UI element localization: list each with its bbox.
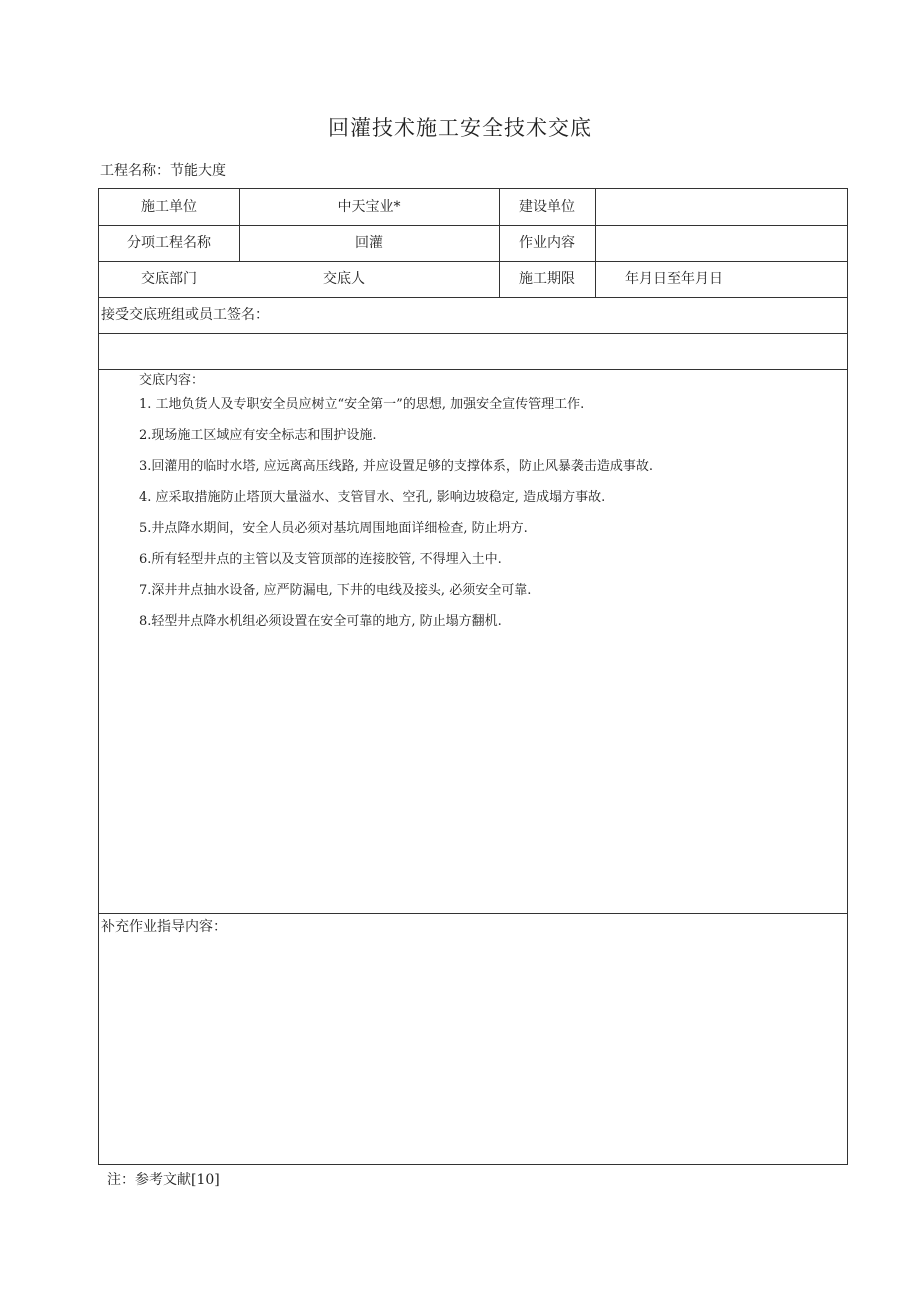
row-divider (99, 333, 847, 334)
content-item: 2.现场施工区域应有安全标志和围护设施. (139, 428, 377, 443)
column-divider (595, 189, 596, 297)
project-name: 工程名称：节能大度 (100, 163, 226, 179)
sub-project-value: 回灌 (355, 235, 383, 251)
construction-unit-value: 中天宝业* (337, 199, 401, 215)
owner-unit-value (609, 189, 839, 225)
content-item: 1. 工地负货人及专职安全员应树立“安全第一”的思想, 加强安全宣传管理工作. (139, 397, 585, 412)
signature-label: 接受交底班组或员工签名： (101, 307, 269, 323)
owner-unit-label: 建设单位 (519, 199, 575, 215)
content-item: 8.轻型井点降水机组必须设置在安全可靠的地方, 防止塌方翻机. (139, 614, 502, 629)
discloser-label: 交底人 (323, 271, 365, 287)
period-label: 施工期限 (519, 271, 575, 287)
period-value: 年月日至年月日 (625, 271, 723, 287)
content-item: 5.井点降水期间，安全人员必须对基坑周围地面详细检查, 防止坍方. (139, 521, 528, 536)
disclosure-department-label: 交底部门 (141, 271, 197, 287)
construction-unit-label: 施工单位 (141, 199, 197, 215)
content-item: 3.回灌用的临时水塔, 应远离高压线路, 并应设置足够的支撑体系，防止风暴袭击造成事故. (139, 459, 654, 474)
disclosure-content (139, 371, 653, 643)
content-heading: 交底内容： (139, 373, 205, 388)
work-content-value (609, 225, 839, 261)
reference-note: 注：参考文献[10] (107, 1172, 220, 1188)
row-divider (99, 913, 847, 914)
content-item: 7.深井井点抽水设备, 应严防漏电, 下井的电线及接头, 必须安全可靠. (139, 583, 532, 598)
content-item: 6.所有轻型井点的主管以及支管顶部的连接胶管, 不得埋入土中. (139, 552, 502, 567)
supplement-label: 补充作业指导内容： (101, 919, 227, 935)
sub-project-label: 分项工程名称 (127, 235, 211, 251)
document-title: 回灌技术施工安全技术交底 (328, 116, 592, 140)
content-item: 4. 应采取措施防止塔顶大量溢水、支管冒水、空孔, 影响边坡稳定, 造成塌方事故. (139, 490, 606, 505)
work-content-label: 作业内容 (519, 235, 575, 251)
disclosure-form-table (98, 188, 848, 1165)
row-divider (99, 369, 847, 370)
